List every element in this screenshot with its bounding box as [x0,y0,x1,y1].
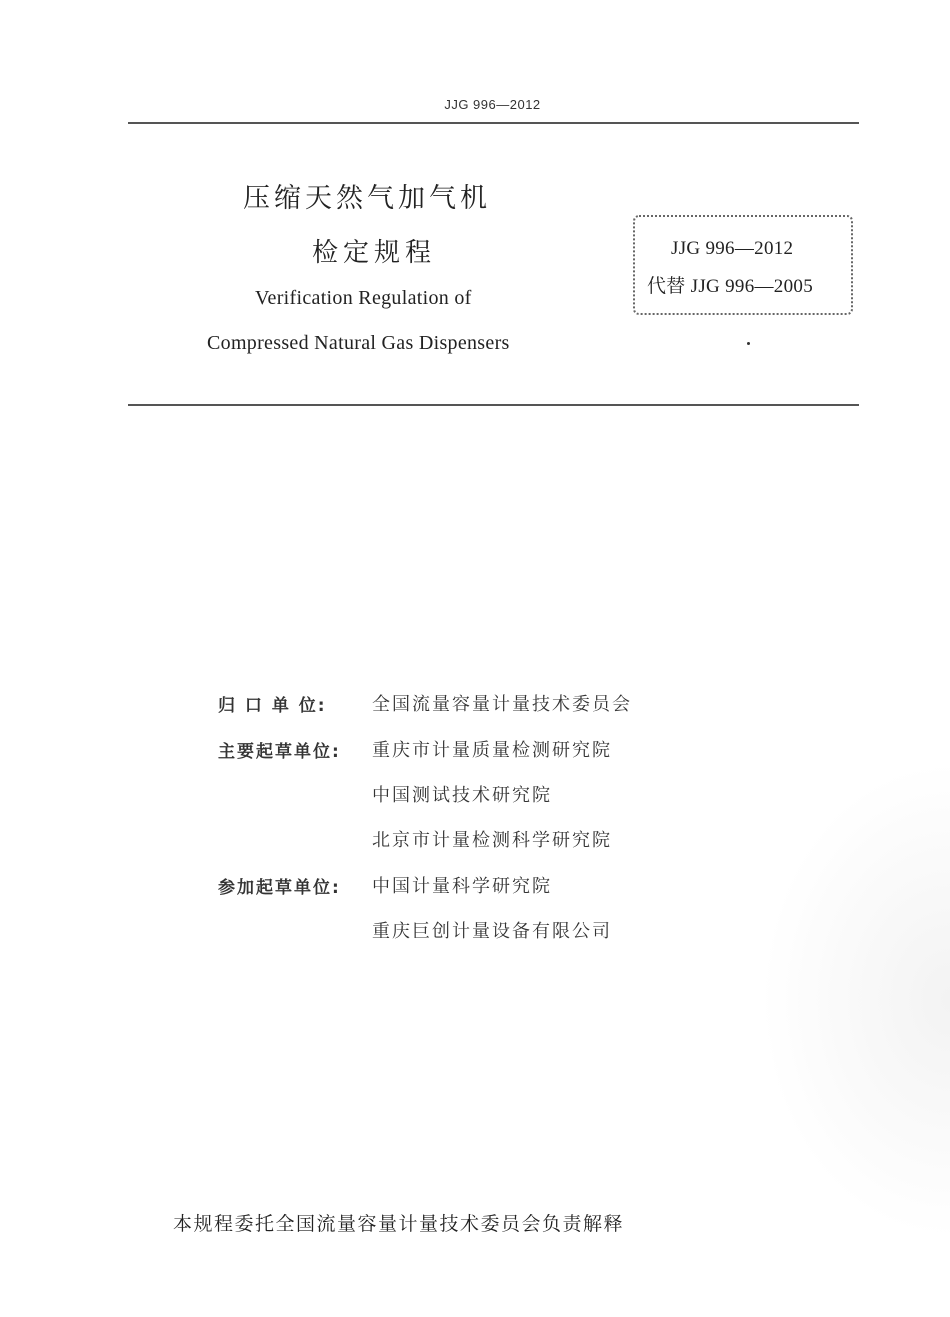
replaced-code: 代替 JJG 996—2005 [647,276,814,297]
main-drafter-3: 北京市计量检测科学研究院 [372,830,612,851]
bottom-title-rule [128,404,859,406]
main-drafter-2: 中国测试技术研究院 [372,785,552,806]
participating-drafter-1: 中国计量科学研究院 [372,876,552,897]
main-drafters-label: 主要起草单位: [218,742,341,762]
top-rule [128,122,859,124]
subtitle-chinese: 检定规程 [312,238,437,268]
main-drafter-1: 重庆市计量质量检测研究院 [372,740,612,761]
current-code: JJG 996—2012 [671,238,794,259]
participating-drafters-label: 参加起草单位: [218,878,341,898]
title-english-line2: Compressed Natural Gas Dispensers [207,332,510,354]
interpretation-note: 本规程委托全国流量容量计量技术委员会负责解释 [173,1213,625,1235]
title-chinese: 压缩天然气加气机 [243,183,491,214]
responsible-unit-value: 全国流量容量计量技术委员会 [372,694,632,715]
running-header-code: JJG 996—2012 [444,97,541,112]
scan-shading [760,760,950,1240]
participating-drafter-2: 重庆巨创计量设备有限公司 [372,921,612,942]
standard-code-box [633,215,853,315]
title-english-line1: Verification Regulation of [255,287,472,309]
stray-dot [747,342,750,345]
responsible-unit-label: 归 口 单 位: [218,696,327,716]
